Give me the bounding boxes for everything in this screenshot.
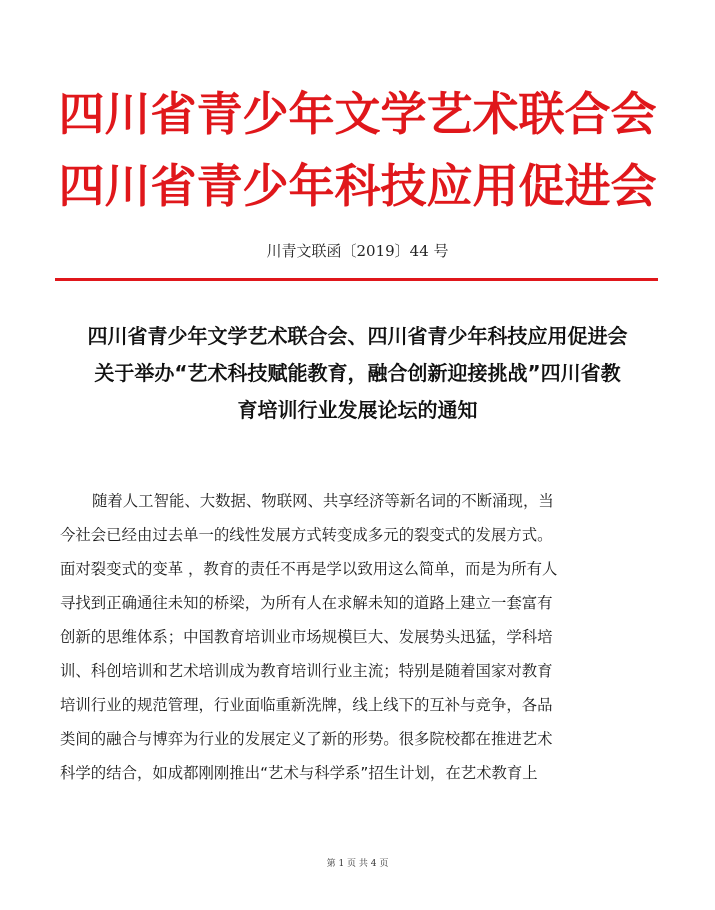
body-line: 科学的结合，如成都刚刚推出“艺术与科学系”招生计划，在艺术教育上	[60, 764, 538, 782]
issuer-name-1: 四川省青少年文学艺术联合会	[58, 87, 657, 141]
body-line: 类间的融合与博弈为行业的发展定义了新的形势。很多院校都在推进艺术	[60, 730, 553, 748]
title-line: 关于举办“艺术科技赋能教育，融合创新迎接挑战”四川省教	[94, 361, 621, 385]
notice-title	[60, 318, 655, 429]
body-line: 寻找到正确通往未知的桥梁，为所有人在求解未知的道路上建立一套富有	[60, 594, 553, 612]
red-divider	[55, 278, 658, 281]
document-number: 川青文联函〔2019〕44 号	[266, 242, 449, 260]
body-line: 创新的思维体系；中国教育培训业市场规模巨大、发展势头迅猛，学科培	[60, 628, 553, 646]
body-line: 随着人工智能、大数据、物联网、共享经济等新名词的不断涌现，当	[92, 492, 554, 510]
page-footer: 第 1 页 共 4 页	[326, 859, 389, 869]
body-line: 培训行业的规范管理，行业面临重新洗牌，线上线下的互补与竞争，各品	[60, 696, 553, 714]
title-line: 育培训行业发展论坛的通知	[237, 398, 478, 422]
body-paragraph	[60, 484, 655, 790]
title-line: 四川省青少年文学艺术联合会、四川省青少年科技应用促进会	[87, 324, 628, 348]
body-line: 今社会已经由过去单一的线性发展方式转变成多元的裂变式的发展方式。	[60, 526, 553, 544]
body-line: 训、科创培训和艺术培训成为教育培训行业主流；特别是随着国家对教育	[60, 662, 553, 680]
issuer-name-2: 四川省青少年科技应用促进会	[58, 159, 657, 213]
body-line: 面对裂变式的变革 ，教育的责任不再是学以致用这么简单，而是为所有人	[60, 560, 558, 578]
